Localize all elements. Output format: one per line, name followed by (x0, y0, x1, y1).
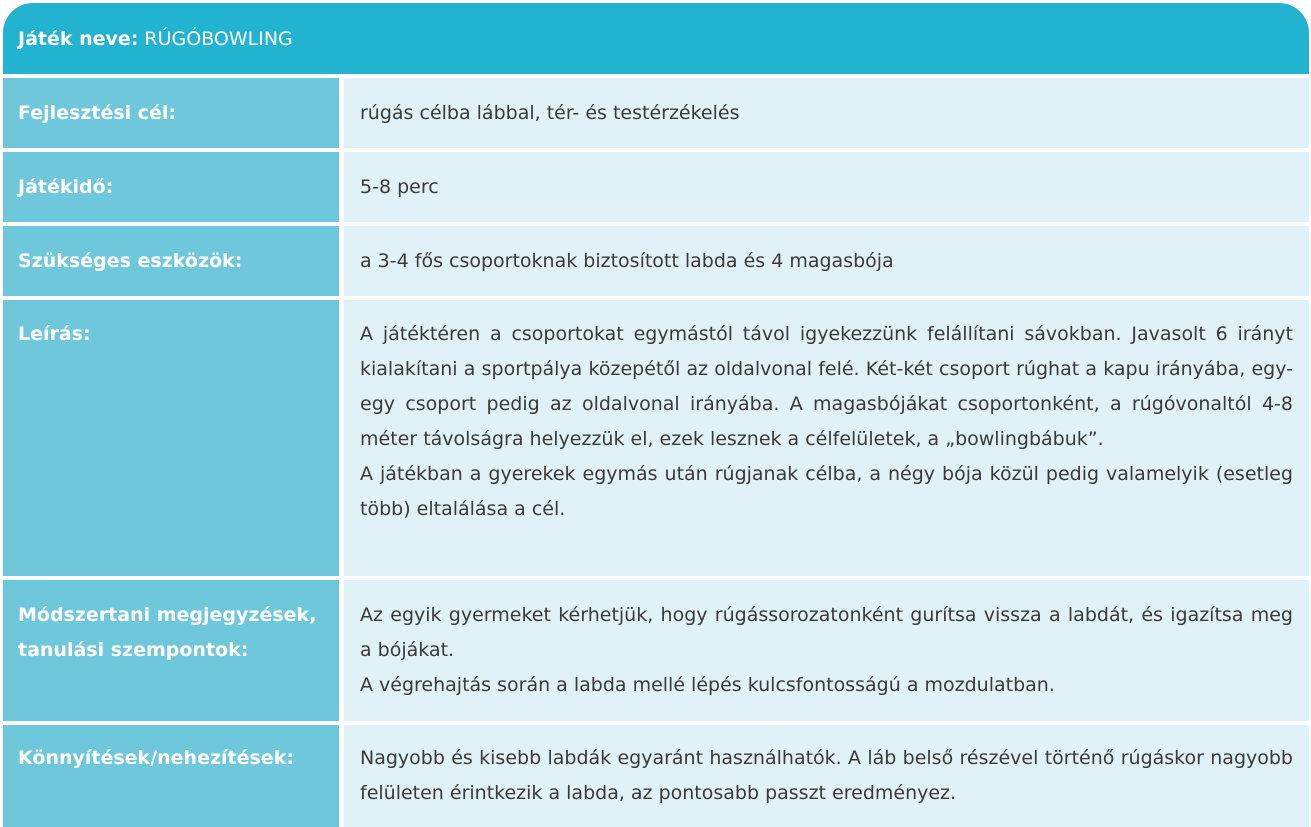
methodology-notes-value (344, 580, 1309, 721)
row-easing-difficulty (3, 725, 1309, 827)
row-required-equipment (3, 226, 1309, 296)
game-name-label: Játék neve: (18, 27, 139, 50)
methodology-notes-label: Módszertani megjegyzések, tanulási szempontok: (3, 580, 339, 721)
row-description (3, 300, 1309, 576)
easing-difficulty-label: Könnyítések/nehezítések: (3, 725, 339, 827)
development-goal-label: Fejlesztési cél: (3, 78, 339, 148)
methodology-paragraph: Az egyik gyermeket kérhetjük, hogy rúgássorozatonként gurítsa vissza a labdát, és igazítsa meg a bójákat. (360, 604, 1293, 661)
game-title-header (3, 3, 1309, 74)
row-methodology-notes (3, 580, 1309, 721)
methodology-paragraph: A végrehajtás során a labda mellé lépés kulcsfontosságú a mozdulatban. (360, 674, 1055, 696)
required-equipment-label: Szükséges eszközök: (3, 226, 339, 296)
description-value (344, 300, 1309, 576)
description-paragraph: A játéktéren a csoportokat egymástól távol igyekezzünk felállítani sávokban. Javasolt 6 irányt kialakítani a sportpálya közepétől az oldalvonal felé. Két-két csoport rúghat a kapu irányába, egy-egy csoport pedig az oldalvonal irányába. A magasbójákat csoportonként, a rúgóvonaltól 4-8 méter távolságra helyezzük el, ezek lesznek a célfelületek, a „bowlingbábuk”. (360, 323, 1293, 450)
game-time-value: 5-8 perc (344, 152, 1309, 222)
game-time-label: Játékidő: (3, 152, 339, 222)
game-card (3, 3, 1309, 827)
game-name-value: RÚGÓBOWLING (144, 27, 293, 50)
description-label: Leírás: (3, 300, 339, 576)
row-development-goal (3, 78, 1309, 148)
row-game-time (3, 152, 1309, 222)
description-paragraph: A játékban a gyerekek egymás után rúgjanak célba, a négy bója közül pedig valamelyik (esetleg több) eltalálása a cél. (360, 463, 1293, 520)
easing-difficulty-value: Nagyobb és kisebb labdák egyaránt használhatók. A láb belső részével történő rúgáskor nagyobb felületen érintkezik a labda, az pontosabb passzt eredményez. (344, 725, 1309, 827)
development-goal-value: rúgás célba lábbal, tér- és testérzékelés (344, 78, 1309, 148)
required-equipment-value: a 3-4 fős csoportoknak biztosított labda és 4 magasbója (344, 226, 1309, 296)
